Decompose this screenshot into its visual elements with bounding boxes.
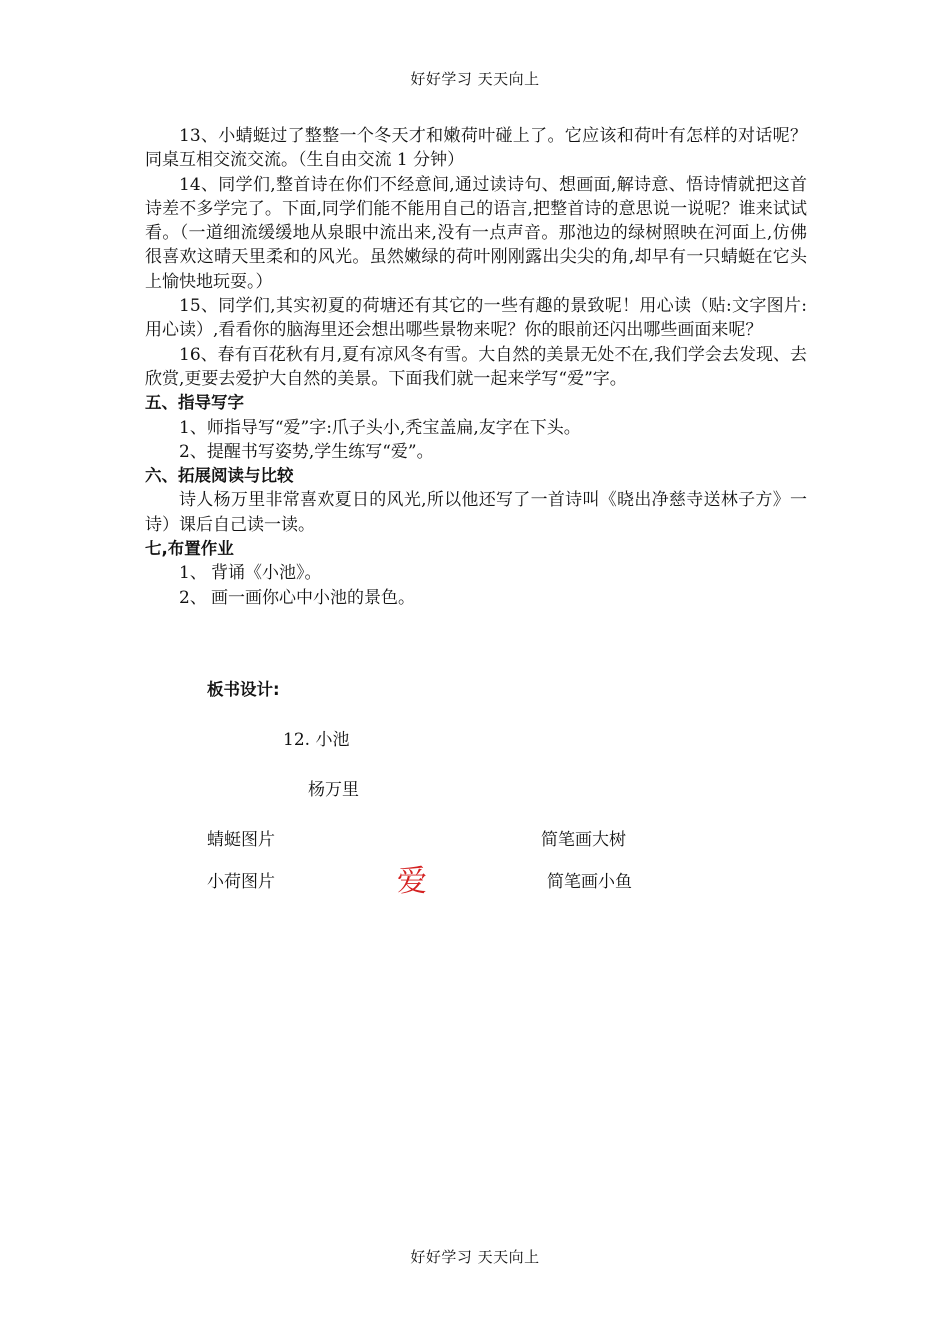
- board-tree-sketch: 简笔画大树: [541, 830, 626, 850]
- section-five-item-1: 1、师指导写“爱”字:爪子头小,秃宝盖扁,友字在下头。: [179, 417, 581, 438]
- page-footer: 好好学习 天天向上: [410, 1248, 540, 1266]
- section-seven-title: 七,布置作业: [145, 539, 234, 559]
- page-header: 好好学习 天天向上: [410, 70, 540, 88]
- paragraph-15: 15、同学们,其实初夏的荷塘还有其它的一些有趣的景致呢！用心读（贴:文字图片:用心读）,看看你的脑海里还会想出哪些景物来呢？你的眼前还闪出哪些画面来呢？: [145, 296, 807, 341]
- section-five-title: 五、指导写字: [145, 393, 244, 413]
- paragraph-16: 16、春有百花秋有月,夏有凉风冬有雪。大自然的美景无处不在,我们学会去发现、去欣赏,更要去爱护大自然的美景。下面我们就一起来学写“爱”字。: [145, 344, 807, 389]
- board-author: 杨万里: [308, 780, 359, 800]
- homework-item-1-text: 背诵《小池》。: [211, 563, 322, 584]
- board-fish-sketch: 简笔画小鱼: [547, 872, 632, 892]
- homework-item-1: [145, 561, 807, 585]
- paragraph-14: 14、同学们,整首诗在你们不经意间,通过读诗句、想画面,解诗意、悟诗情就把这首诗差不多学完了。下面,同学们能不能用自己的语言,把整首诗的意思说一说呢？谁来试试看。（一道细流缓缓地从泉眼中流出来,没有一点声音。那池边的绿树照映在河面上,仿佛很喜欢这晴天里柔和的风光。虽然嫩绿的荷叶刚刚露出尖尖的角,却早有一只蜻蜓在它头上愉快地玩耍。）: [145, 174, 807, 292]
- document-body: [145, 124, 807, 610]
- board-lotus-picture: 小荷图片: [207, 872, 275, 892]
- homework-item-2: [145, 586, 807, 610]
- homework-item-2-number: 2、: [179, 587, 207, 608]
- homework-item-2-text: 画一画你心中小池的景色。: [211, 587, 415, 608]
- board-design-label: 板书设计:: [207, 680, 280, 699]
- board-ai-character: 爱: [397, 864, 427, 899]
- board-title: 12. 小池: [283, 730, 350, 750]
- paragraph-13: 13、小蜻蜓过了整整一个冬天才和嫩荷叶碰上了。它应该和荷叶有怎样的对话呢？同桌互相交流交流。（生自由交流 1 分钟）: [145, 126, 807, 171]
- section-six-text: 诗人杨万里非常喜欢夏日的风光,所以他还写了一首诗叫《晓出净慈寺送林子方》一诗）课后自己读一读。: [145, 490, 807, 535]
- board-dragonfly-picture: 蜻蜓图片: [207, 830, 275, 850]
- homework-item-1-number: 1、: [179, 563, 207, 584]
- section-six-title: 六、拓展阅读与比较: [145, 466, 294, 486]
- section-five-item-2: 2、提醒书写姿势,学生练写“爱”。: [179, 441, 434, 462]
